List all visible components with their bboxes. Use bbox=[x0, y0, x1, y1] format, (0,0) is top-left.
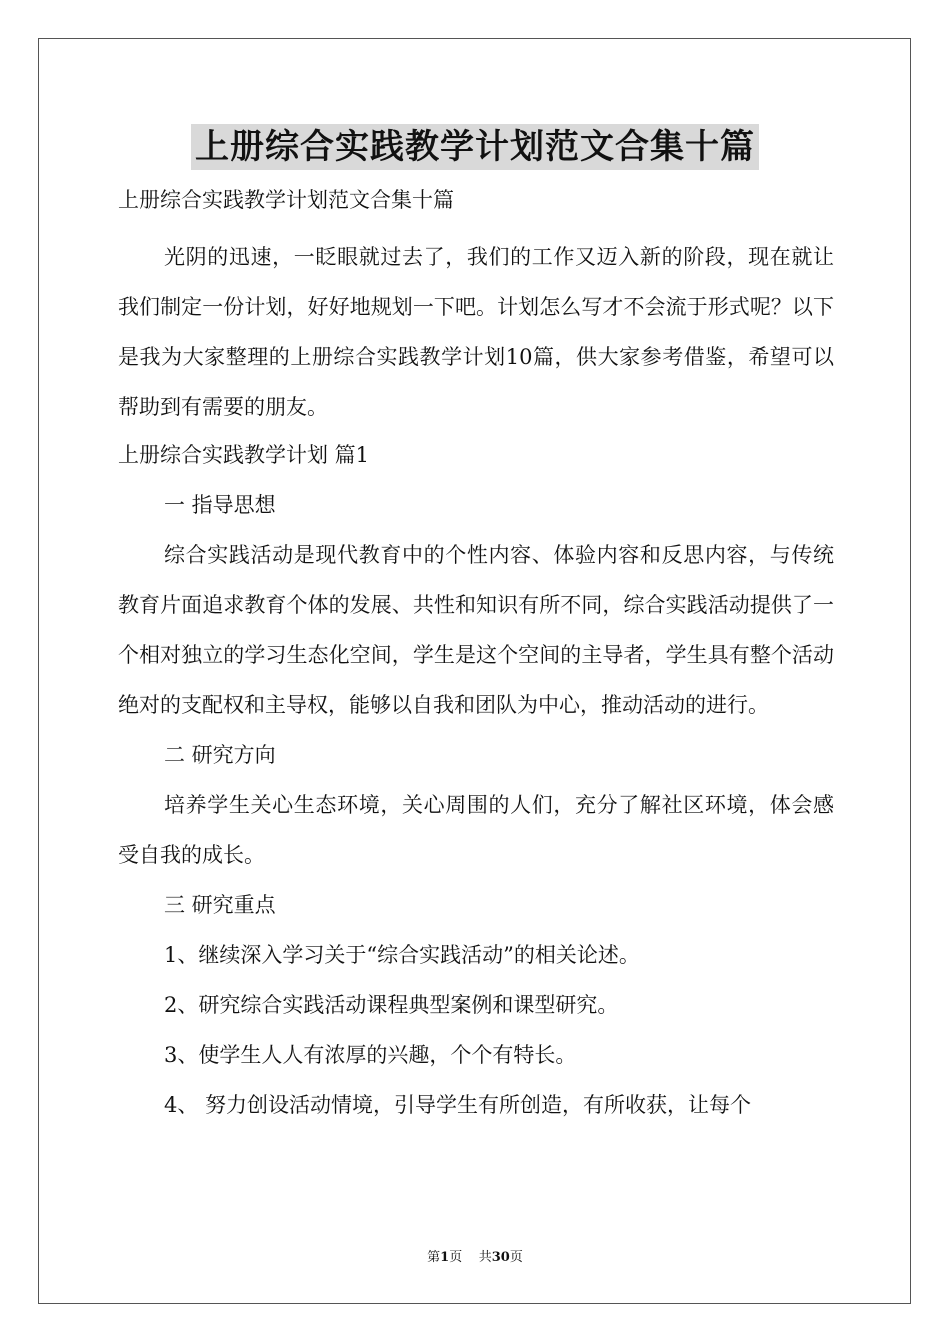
paragraph-research-direction: 培养学生关心生态环境，关心周围的人们，充分了解社区环境，体会感受自我的成长。 bbox=[118, 793, 834, 867]
footer-suffix: 页 bbox=[509, 1250, 523, 1265]
page-footer bbox=[0, 1246, 950, 1265]
section-heading: 上册综合实践教学计划 篇1 bbox=[118, 443, 370, 467]
heading-research-focus: 三 研究重点 bbox=[164, 893, 276, 917]
footer-mid: 页 共 bbox=[449, 1250, 492, 1265]
list-item: 1、继续深入学习关于“综合实践活动”的相关论述。 bbox=[164, 943, 640, 967]
list-item: 4、 努力创设活动情境，引导学生有所创造，有所收获，让每个 bbox=[164, 1093, 752, 1117]
list-item: 2、研究综合实践活动课程典型案例和课型研究。 bbox=[164, 993, 619, 1017]
document-title: 上册综合实践教学计划范文合集十篇 bbox=[191, 124, 759, 170]
document-body bbox=[118, 180, 834, 1130]
paragraph-guiding-ideology: 综合实践活动是现代教育中的个性内容、体验内容和反思内容，与传统教育片面追求教育个体的发展、共性和知识有所不同，综合实践活动提供了一个相对独立的学习生态化空间，学生是这个空间的主导者，学生具有整个活动绝对的支配权和主导权，能够以自我和团队为中心，推动活动的进行。 bbox=[118, 543, 834, 717]
heading-guiding-ideology: 一 指导思想 bbox=[164, 493, 276, 517]
footer-page-number: 1 bbox=[440, 1250, 450, 1265]
heading-research-direction: 二 研究方向 bbox=[164, 743, 276, 767]
intro-paragraph: 光阴的迅速，一眨眼就过去了，我们的工作又迈入新的阶段，现在就让我们制定一份计划，好好地规划一下吧。计划怎么写才不会流于形式呢？以下是我为大家整理的上册综合实践教学计划10篇，供大家参考借鉴，希望可以帮助到有需要的朋友。 bbox=[118, 245, 834, 419]
list-item: 3、使学生人人有浓厚的兴趣，个个有特长。 bbox=[164, 1043, 577, 1067]
title-container bbox=[0, 124, 950, 170]
footer-total-pages: 30 bbox=[491, 1250, 510, 1265]
footer-prefix: 第 bbox=[427, 1250, 441, 1265]
subtitle: 上册综合实践教学计划范文合集十篇 bbox=[118, 188, 454, 212]
